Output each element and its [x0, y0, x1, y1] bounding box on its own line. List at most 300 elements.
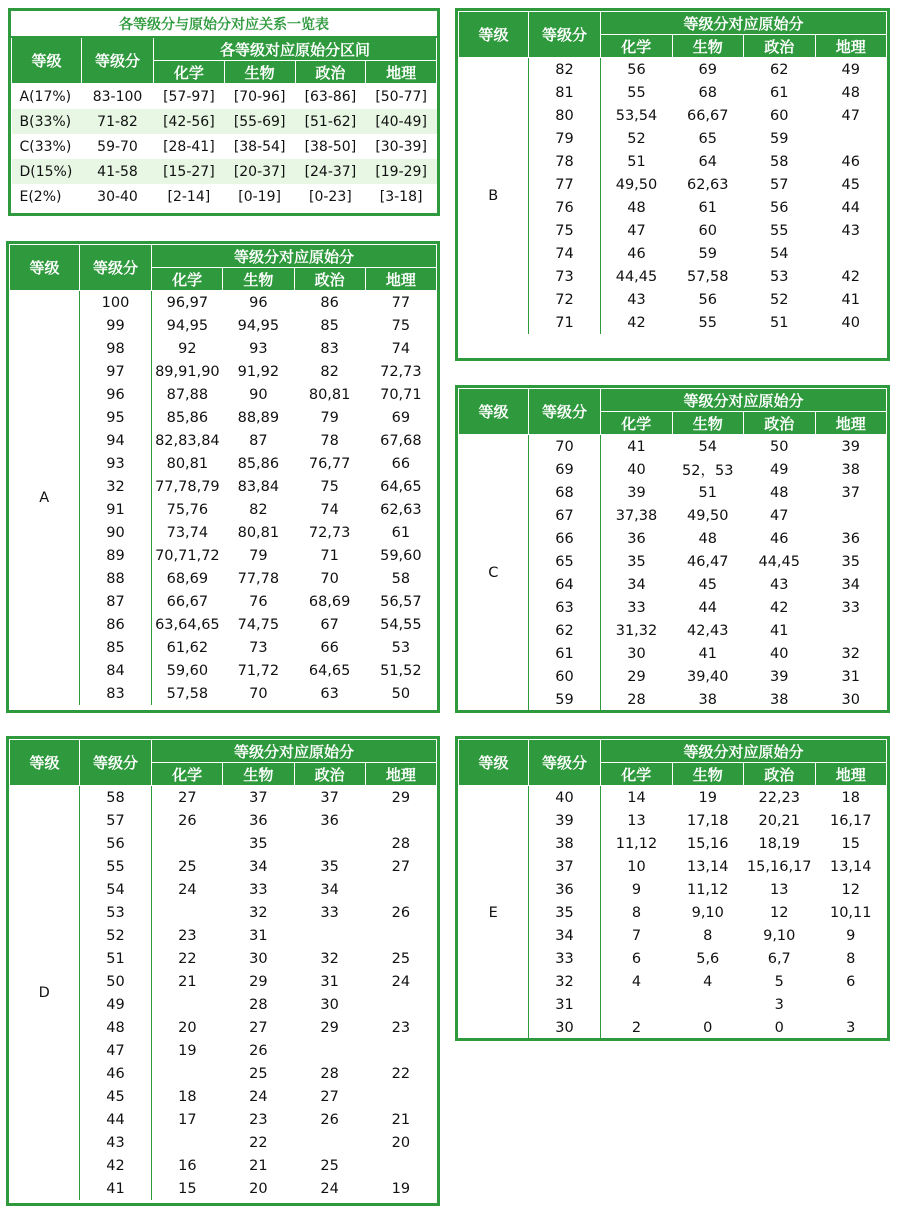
raw-score-cell: 80,81 — [237, 524, 280, 541]
subject-header: 化学 — [601, 412, 673, 435]
raw-score-cell: 6 — [846, 973, 856, 990]
raw-score-cell: 44,45 — [615, 268, 658, 285]
raw-score-cell: 22 — [249, 1134, 268, 1151]
raw-score-cell: 23 — [178, 927, 197, 944]
raw-score-cell: 33 — [249, 881, 268, 898]
raw-score-cell: 22,23 — [758, 789, 800, 806]
raw-score-cell: 56 — [627, 61, 646, 78]
raw-score-cell: 34 — [249, 858, 268, 875]
raw-score-cell: 56 — [698, 291, 717, 308]
grade-c-panel — [455, 385, 890, 713]
raw-score-cell: 21 — [249, 1157, 268, 1174]
raw-score-cell: 58 — [391, 570, 411, 587]
raw-score-cell: 68 — [698, 84, 717, 101]
raw-score-cell: 31 — [249, 927, 268, 944]
summary-body — [12, 84, 437, 210]
raw-score-cell: 65 — [698, 130, 717, 147]
score-cell: 59 — [529, 688, 601, 711]
raw-score-cell: 50 — [391, 685, 411, 702]
col-score-header: 等级分 — [529, 389, 601, 435]
raw-score-cell: 62 — [770, 61, 789, 78]
raw-score-cell: 51 — [627, 153, 646, 170]
raw-score-cell: 38 — [698, 691, 717, 708]
raw-score-cell: 66 — [391, 455, 411, 472]
col-score-header: 等级分 — [529, 12, 601, 58]
raw-score-cell: 66,67 — [686, 107, 729, 124]
grade-b-panel — [455, 8, 890, 361]
raw-score-cell: 52，53 — [682, 463, 734, 479]
raw-score-cell — [365, 993, 436, 1016]
raw-score-cell: 9,10 — [763, 927, 796, 944]
raw-score-cell: 32 — [841, 645, 860, 662]
raw-score-cell: 28 — [627, 691, 646, 708]
raw-score-cell: 27 — [178, 789, 197, 806]
raw-score-cell: 0 — [703, 1019, 713, 1036]
raw-score-cell: 54 — [770, 245, 789, 262]
raw-score-cell: 72,73 — [380, 363, 422, 380]
col-map-header: 等级分对应原始分 — [601, 389, 887, 412]
summary-range-cell: [42-56] — [154, 109, 225, 134]
summary-table — [11, 11, 437, 209]
raw-score-cell: 4 — [631, 973, 642, 990]
summary-col-range: 各等级对应原始分区间 — [154, 37, 437, 61]
score-cell: 66 — [529, 527, 601, 550]
summary-row — [12, 134, 437, 159]
raw-score-cell: 10,11 — [829, 904, 872, 921]
grade-label: B — [459, 58, 529, 335]
raw-score-cell — [365, 1039, 436, 1062]
raw-score-cell: 64,65 — [308, 662, 351, 679]
raw-score-cell: 89,91,90 — [155, 363, 220, 380]
raw-score-cell: 75,76 — [166, 501, 209, 518]
raw-score-cell: 16,17 — [829, 812, 872, 829]
raw-score-cell — [815, 504, 887, 527]
raw-score-cell: 30 — [841, 691, 860, 708]
raw-score-cell: 66,67 — [166, 593, 209, 610]
score-cell: 100 — [80, 291, 152, 315]
raw-score-cell: 27 — [320, 1088, 339, 1105]
summary-range-cell: [40-49] — [366, 109, 437, 134]
raw-score-cell: 70,71 — [380, 386, 422, 403]
raw-score-cell: 79 — [249, 547, 268, 564]
raw-score-cell: 91,92 — [237, 363, 280, 380]
raw-score-cell: 44 — [698, 599, 717, 616]
raw-score-cell: 41 — [627, 438, 646, 455]
score-cell: 45 — [80, 1085, 152, 1108]
raw-score-cell: 24 — [391, 973, 411, 990]
subject-header: 生物 — [672, 35, 744, 58]
score-cell: 67 — [529, 504, 601, 527]
raw-score-cell: 48 — [627, 199, 646, 216]
summary-score-cell: 59-70 — [97, 138, 138, 155]
summary-range-cell: [63-86] — [304, 88, 357, 105]
raw-score-cell: 31 — [320, 973, 339, 990]
raw-score-cell: 87 — [249, 432, 268, 449]
subject-header: 政治 — [744, 35, 816, 58]
raw-score-cell: 44 — [841, 199, 860, 216]
score-cell: 68 — [529, 481, 601, 504]
score-cell: 72 — [529, 288, 601, 311]
raw-score-cell: 37 — [841, 484, 860, 501]
raw-score-cell: 22 — [178, 950, 197, 967]
score-cell: 69 — [529, 458, 601, 481]
raw-score-cell: 24 — [320, 1180, 339, 1197]
raw-score-cell: 64 — [698, 153, 717, 170]
score-cell: 35 — [529, 901, 601, 924]
raw-score-cell: 15,16,17 — [746, 858, 812, 875]
raw-score-cell — [365, 878, 436, 901]
summary-range-cell: [0-19] — [238, 188, 281, 205]
raw-score-cell: 34 — [627, 576, 646, 593]
summary-range-cell: [15-27] — [154, 159, 225, 184]
raw-score-cell: 15 — [841, 835, 860, 852]
score-cell: 42 — [80, 1154, 152, 1177]
raw-score-cell: 26 — [178, 812, 197, 829]
col-map-header: 等级分对应原始分 — [601, 12, 887, 35]
raw-score-cell: 49,50 — [686, 507, 729, 524]
raw-score-cell — [365, 1085, 436, 1108]
summary-range-cell: [70-96] — [233, 88, 286, 105]
raw-score-cell: 71 — [320, 547, 339, 564]
score-cell: 43 — [80, 1131, 152, 1154]
raw-score-cell: 30 — [627, 645, 646, 662]
raw-score-cell: 20 — [249, 1180, 268, 1197]
score-cell: 51 — [80, 947, 152, 970]
raw-score-cell: 38 — [770, 691, 789, 708]
raw-score-cell: 68,69 — [308, 593, 351, 610]
raw-score-cell — [365, 924, 436, 947]
raw-score-cell: 5 — [774, 973, 784, 990]
raw-score-cell: 0 — [774, 1019, 784, 1036]
raw-score-cell: 87,88 — [166, 386, 209, 403]
raw-score-cell: 41 — [841, 291, 860, 308]
grade-table — [458, 388, 887, 711]
raw-score-cell: 3 — [774, 996, 784, 1013]
raw-score-cell: 96,97 — [166, 294, 209, 311]
raw-score-cell: 35 — [627, 553, 646, 570]
col-map-header: 等级分对应原始分 — [152, 245, 437, 268]
raw-score-cell: 25 — [178, 858, 197, 875]
raw-score-cell: 8 — [631, 904, 642, 921]
table-row — [10, 786, 437, 810]
raw-score-cell: 57,58 — [166, 685, 209, 702]
score-cell: 70 — [529, 435, 601, 459]
raw-score-cell: 51,52 — [380, 662, 422, 679]
score-cell: 87 — [80, 590, 152, 613]
raw-score-cell: 82 — [320, 363, 339, 380]
score-cell: 99 — [80, 314, 152, 337]
score-cell: 63 — [529, 596, 601, 619]
subject-header: 地理 — [365, 763, 436, 786]
raw-score-cell: 45 — [698, 576, 717, 593]
raw-score-cell: 29 — [627, 668, 646, 685]
raw-score-cell: 49,50 — [615, 176, 658, 193]
score-cell: 94 — [80, 429, 152, 452]
summary-grade-cell: A(17%) — [19, 88, 72, 105]
summary-panel — [8, 8, 440, 216]
raw-score-cell — [601, 993, 673, 1016]
raw-score-cell — [152, 901, 223, 924]
subject-header: 化学 — [601, 763, 673, 786]
raw-score-cell: 9 — [631, 881, 642, 898]
raw-score-cell: 85,86 — [166, 409, 209, 426]
raw-score-cell: 59,60 — [166, 662, 209, 679]
score-cell: 65 — [529, 550, 601, 573]
raw-score-cell: 31,32 — [615, 622, 658, 639]
raw-score-cell: 27 — [249, 1019, 268, 1036]
summary-range-cell: [24-37] — [295, 159, 366, 184]
subject-header: 生物 — [223, 268, 294, 291]
summary-grade-cell: E(2%) — [19, 188, 62, 205]
subject-header: 地理 — [815, 35, 887, 58]
raw-score-cell: 8 — [703, 927, 713, 944]
raw-score-cell: 5,6 — [696, 950, 720, 967]
raw-score-cell: 12 — [770, 904, 789, 921]
grade-table — [458, 11, 887, 334]
raw-score-cell — [815, 993, 887, 1016]
raw-score-cell: 18 — [841, 789, 860, 806]
raw-score-cell: 79 — [320, 409, 339, 426]
score-cell: 56 — [80, 832, 152, 855]
raw-score-cell: 74 — [320, 501, 339, 518]
score-cell: 32 — [80, 475, 152, 498]
table-row — [10, 291, 437, 315]
raw-score-cell: 18 — [178, 1088, 197, 1105]
score-cell: 86 — [80, 613, 152, 636]
raw-score-cell: 9,10 — [691, 904, 724, 921]
raw-score-cell: 7 — [631, 927, 642, 944]
summary-subject: 政治 — [295, 61, 366, 84]
raw-score-cell: 39,40 — [686, 668, 729, 685]
summary-score-cell: 30-40 — [97, 188, 138, 205]
raw-score-cell: 70 — [249, 685, 268, 702]
raw-score-cell: 36 — [841, 530, 860, 547]
raw-score-cell: 30 — [249, 950, 268, 967]
raw-score-cell: 36 — [320, 812, 339, 829]
score-cell: 31 — [529, 993, 601, 1016]
raw-score-cell: 23 — [391, 1019, 411, 1036]
raw-score-cell: 27 — [391, 858, 411, 875]
col-grade-header: 等级 — [459, 740, 529, 786]
score-cell: 55 — [80, 855, 152, 878]
subject-header: 政治 — [294, 763, 365, 786]
raw-score-cell: 90 — [249, 386, 268, 403]
raw-score-cell: 20 — [178, 1019, 197, 1036]
raw-score-cell: 13,14 — [829, 858, 872, 875]
raw-score-cell: 43 — [627, 291, 646, 308]
raw-score-cell: 46,47 — [686, 553, 729, 570]
raw-score-cell: 66 — [320, 639, 339, 656]
summary-range-cell: [0-23] — [309, 188, 352, 205]
table-row — [459, 58, 887, 82]
raw-score-cell: 41 — [698, 645, 717, 662]
raw-score-cell: 49 — [770, 461, 789, 478]
raw-score-cell: 6,7 — [767, 950, 791, 967]
score-cell: 40 — [529, 786, 601, 810]
raw-score-cell: 39 — [770, 668, 789, 685]
raw-score-cell: 55 — [698, 314, 717, 331]
score-cell: 76 — [529, 196, 601, 219]
summary-range-cell: [19-29] — [366, 159, 437, 184]
summary-col-score: 等级分 — [82, 37, 154, 84]
grade-a-panel — [6, 241, 440, 713]
raw-score-cell: 49 — [841, 61, 860, 78]
raw-score-cell: 11,12 — [686, 881, 729, 898]
raw-score-cell: 32 — [249, 904, 268, 921]
score-cell: 84 — [80, 659, 152, 682]
raw-score-cell: 53 — [391, 639, 411, 656]
raw-score-cell: 37 — [249, 789, 268, 806]
score-cell: 95 — [80, 406, 152, 429]
grade-table — [458, 739, 887, 1039]
subject-header: 生物 — [672, 412, 744, 435]
score-cell: 48 — [80, 1016, 152, 1039]
raw-score-cell: 93 — [249, 340, 268, 357]
raw-score-cell: 62,63 — [686, 176, 729, 193]
raw-score-cell: 24 — [178, 881, 197, 898]
summary-range-cell: [20-37] — [224, 159, 295, 184]
raw-score-cell: 73,74 — [166, 524, 209, 541]
raw-score-cell: 88,89 — [237, 409, 280, 426]
raw-score-cell: 13 — [627, 812, 646, 829]
subject-header: 地理 — [365, 268, 436, 291]
score-cell: 74 — [529, 242, 601, 265]
raw-score-cell: 29 — [249, 973, 268, 990]
raw-score-cell: 67,68 — [380, 432, 422, 449]
summary-grade-cell: C(33%) — [19, 138, 72, 155]
raw-score-cell: 15,16 — [686, 835, 729, 852]
raw-score-cell: 78 — [320, 432, 339, 449]
summary-score-cell: 71-82 — [82, 109, 154, 134]
subject-header: 地理 — [815, 763, 887, 786]
score-cell: 80 — [529, 104, 601, 127]
raw-score-cell: 18,19 — [758, 835, 800, 852]
raw-score-cell: 82 — [249, 501, 268, 518]
col-grade-header: 等级 — [459, 389, 529, 435]
summary-row — [12, 159, 437, 184]
grade-label: C — [459, 435, 529, 712]
raw-score-cell: 36 — [627, 530, 646, 547]
score-cell: 83 — [80, 682, 152, 705]
raw-score-cell: 85 — [320, 317, 339, 334]
summary-grade-cell: B(33%) — [12, 109, 82, 134]
raw-score-cell: 58 — [770, 153, 789, 170]
raw-score-cell: 20 — [391, 1134, 411, 1151]
raw-score-cell: 33 — [841, 599, 860, 616]
raw-score-cell — [365, 1154, 436, 1177]
subject-header: 化学 — [601, 35, 673, 58]
grade-table — [9, 244, 437, 705]
raw-score-cell: 13,14 — [686, 858, 729, 875]
raw-score-cell: 2 — [631, 1019, 642, 1036]
score-cell: 49 — [80, 993, 152, 1016]
summary-range-cell: [57-97] — [163, 88, 215, 105]
summary-range-cell: [38-50] — [304, 138, 357, 155]
raw-score-cell: 13 — [770, 881, 789, 898]
summary-range-cell: [28-41] — [163, 138, 215, 155]
raw-score-cell: 47 — [841, 107, 860, 124]
raw-score-cell: 80,81 — [308, 386, 351, 403]
raw-score-cell: 25 — [391, 950, 411, 967]
raw-score-cell: 31 — [841, 668, 860, 685]
raw-score-cell: 37 — [320, 789, 339, 806]
raw-score-cell: 59,60 — [380, 547, 422, 564]
score-cell: 33 — [529, 947, 601, 970]
summary-col-grade: 等级 — [12, 37, 82, 84]
raw-score-cell: 77,78 — [237, 570, 280, 587]
raw-score-cell: 48 — [841, 84, 860, 101]
raw-score-cell: 22 — [391, 1065, 411, 1082]
summary-score-cell: 83-100 — [92, 88, 143, 105]
raw-score-cell: 94,95 — [237, 317, 280, 334]
raw-score-cell: 40 — [627, 461, 646, 478]
raw-score-cell: 35 — [320, 858, 339, 875]
raw-score-cell: 19 — [391, 1180, 411, 1197]
raw-score-cell: 12 — [841, 881, 860, 898]
raw-score-cell: 44,45 — [758, 553, 800, 570]
col-score-header: 等级分 — [529, 740, 601, 786]
summary-score-cell: 41-58 — [82, 159, 154, 184]
score-cell: 98 — [80, 337, 152, 360]
summary-grade-cell: D(15%) — [12, 159, 82, 184]
raw-score-cell: 32 — [320, 950, 339, 967]
score-cell: 46 — [80, 1062, 152, 1085]
grade-label: D — [10, 786, 80, 1201]
subject-header: 政治 — [744, 412, 816, 435]
score-cell: 36 — [529, 878, 601, 901]
raw-score-cell: 82,83,84 — [155, 432, 220, 449]
raw-score-cell: 42 — [841, 268, 860, 285]
raw-score-cell — [815, 242, 887, 265]
raw-score-cell: 11,12 — [615, 835, 658, 852]
raw-score-cell — [294, 1131, 365, 1154]
raw-score-cell: 55 — [627, 84, 646, 101]
raw-score-cell: 61,62 — [166, 639, 209, 656]
raw-score-cell: 20,21 — [758, 812, 800, 829]
raw-score-cell: 28 — [249, 996, 268, 1013]
subject-header: 政治 — [744, 763, 816, 786]
col-grade-header: 等级 — [459, 12, 529, 58]
score-cell: 39 — [529, 809, 601, 832]
summary-row — [12, 184, 437, 209]
raw-score-cell: 26 — [320, 1111, 339, 1128]
col-grade-header: 等级 — [10, 740, 80, 786]
score-cell: 44 — [80, 1108, 152, 1131]
raw-score-cell: 63 — [320, 685, 339, 702]
score-cell: 78 — [529, 150, 601, 173]
raw-score-cell: 39 — [627, 484, 646, 501]
summary-subject: 化学 — [154, 61, 225, 84]
score-cell: 89 — [80, 544, 152, 567]
raw-score-cell: 6 — [631, 950, 642, 967]
score-cell: 88 — [80, 567, 152, 590]
raw-score-cell: 51 — [698, 484, 717, 501]
raw-score-cell: 52 — [770, 291, 789, 308]
raw-score-cell: 51 — [770, 314, 789, 331]
raw-score-cell — [152, 993, 223, 1016]
table-row — [459, 786, 887, 810]
raw-score-cell: 21 — [178, 973, 197, 990]
raw-score-cell — [152, 832, 223, 855]
grade-label: A — [10, 291, 80, 706]
score-cell: 90 — [80, 521, 152, 544]
score-cell: 47 — [80, 1039, 152, 1062]
score-cell: 81 — [529, 81, 601, 104]
grade-e-panel — [455, 736, 890, 1041]
raw-score-cell: 35 — [249, 835, 268, 852]
raw-score-cell: 8 — [846, 950, 856, 967]
raw-score-cell: 28 — [391, 835, 411, 852]
